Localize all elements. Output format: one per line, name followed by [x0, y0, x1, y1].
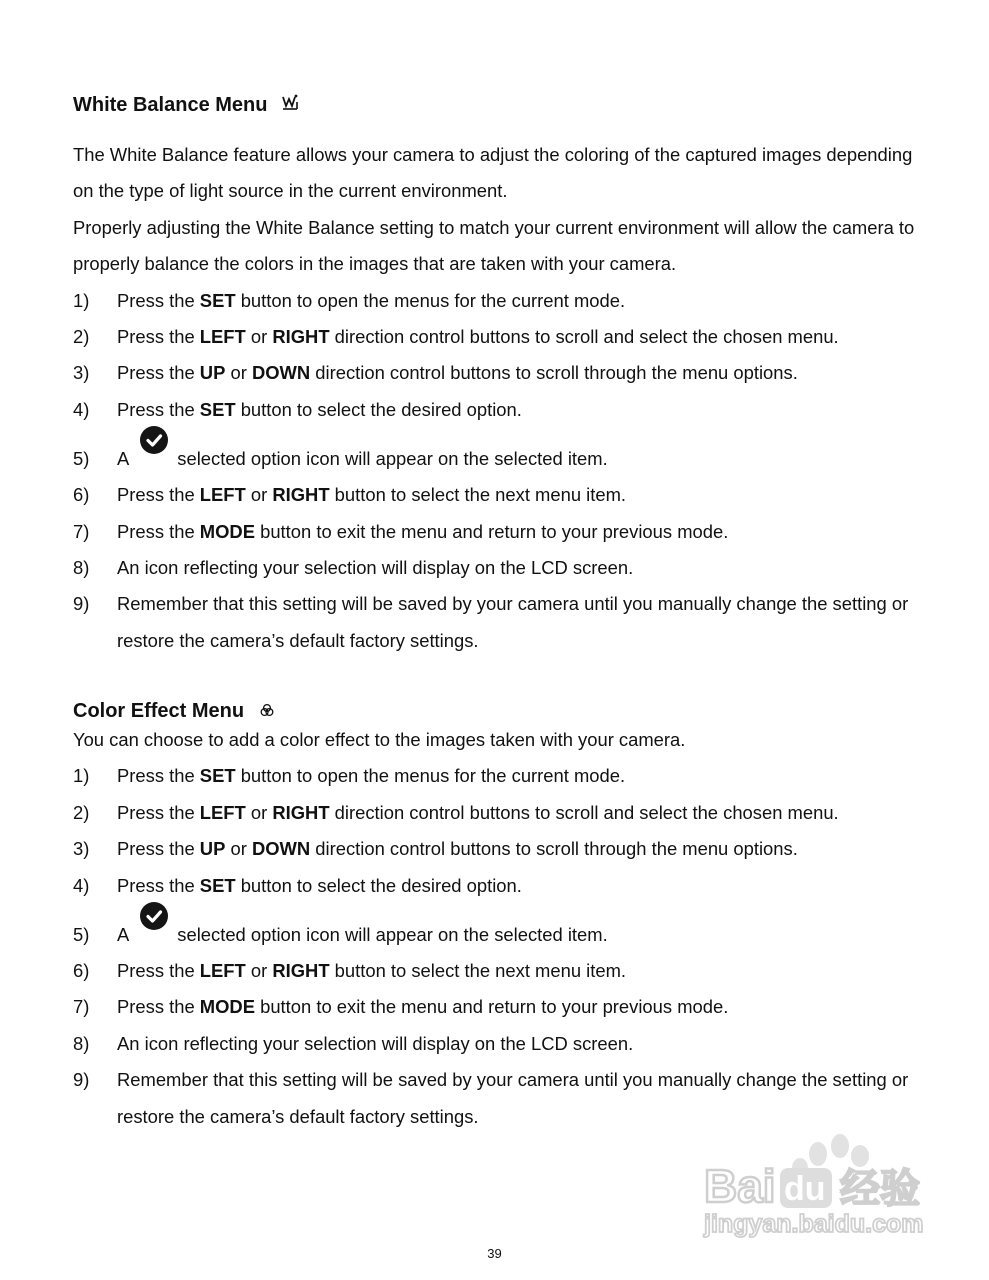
- color-effect-icon: [260, 700, 274, 723]
- list-item: 2) Press the LEFT or RIGHT direction control buttons to scroll and select the chosen menu.: [73, 326, 839, 348]
- color-effect-section: [73, 698, 933, 1135]
- baidu-watermark: [700, 1132, 932, 1242]
- list-item: 3) Press the UP or DOWN direction control buttons to scroll through the menu options.: [73, 362, 798, 384]
- list-item: 3) Press the UP or DOWN direction control buttons to scroll through the menu options.: [73, 838, 798, 860]
- list-item: 8) An icon reflecting your selection will display on the LCD screen.: [73, 557, 634, 579]
- list-item: 7) Press the MODE button to exit the menu and return to your previous mode.: [73, 996, 729, 1018]
- white-balance-title: White Balance Menu: [73, 93, 268, 116]
- list-item: 9) Remember that this setting will be saved by your camera until you manually change the setting or restore the camera’s default factory settings.: [73, 593, 909, 651]
- list-item: 5) A selected option icon will appear on the selected item.: [73, 428, 933, 477]
- list-item: 6) Press the LEFT or RIGHT button to select the next menu item.: [73, 960, 627, 982]
- color-effect-title: Color Effect Menu: [73, 699, 245, 722]
- white-balance-section: [73, 92, 933, 659]
- list-item: 8) An icon reflecting your selection will display on the LCD screen.: [73, 1032, 634, 1054]
- svg-text:Bai: Bai: [704, 1160, 776, 1212]
- svg-text:经验: 经验: [840, 1166, 920, 1212]
- white-balance-icon: [281, 93, 299, 117]
- list-item: 2) Press the LEFT or RIGHT direction control buttons to scroll and select the chosen menu.: [73, 801, 839, 823]
- selected-check-icon: [140, 426, 168, 454]
- list-item: 7) Press the MODE button to exit the menu and return to your previous mode.: [73, 520, 729, 542]
- page-number: 39: [487, 1246, 502, 1261]
- svg-text:du: du: [784, 1170, 826, 1208]
- selected-check-icon: [140, 902, 168, 930]
- list-item: 6) Press the LEFT or RIGHT button to select the next menu item.: [73, 484, 627, 506]
- list-item: 5) A selected option icon will appear on the selected item.: [73, 904, 933, 953]
- list-item: 9) Remember that this setting will be saved by your camera until you manually change the setting or restore the camera’s default factory settings.: [73, 1069, 909, 1127]
- list-item: 4) Press the SET button to select the desired option.: [73, 874, 522, 896]
- color-effect-heading: [73, 698, 933, 724]
- white-balance-intro-2: Properly adjusting the White Balance setting to match your current environment will allow the camera to properly balance the colors in the images that are taken with your camera.: [73, 216, 915, 275]
- list-item: 1) Press the SET button to open the menus for the current mode.: [73, 765, 626, 787]
- list-item: 1) Press the SET button to open the menus for the current mode.: [73, 289, 626, 311]
- color-effect-intro: You can choose to add a color effect to the images taken with your camera.: [73, 729, 686, 750]
- svg-text:jingyan.baidu.com: jingyan.baidu.com: [704, 1210, 924, 1238]
- color-effect-steps: [73, 758, 933, 1135]
- list-item: 4) Press the SET button to select the desired option.: [73, 398, 522, 420]
- white-balance-intro-1: The White Balance feature allows your camera to adjust the coloring of the captured images depending on the type of light source in the current environment.: [73, 144, 913, 202]
- white-balance-heading: [73, 92, 933, 118]
- white-balance-steps: [73, 283, 933, 660]
